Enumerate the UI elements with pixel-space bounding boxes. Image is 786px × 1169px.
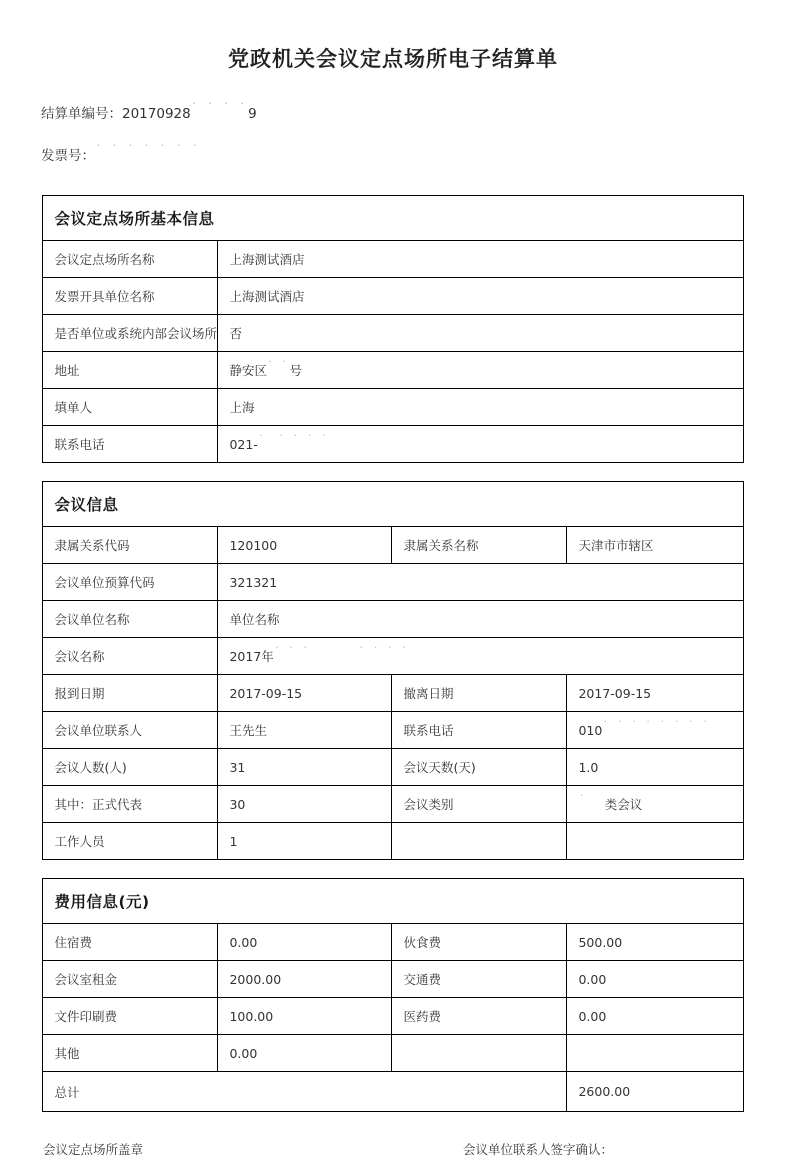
- meeting-name-value: [218, 638, 743, 675]
- filler-label: 填单人: [43, 389, 218, 426]
- meeting-category-redacted-mask: ˙: [578, 792, 587, 808]
- meeting-unit-name-label: 会议单位名称: [43, 601, 218, 638]
- meal-fee-label: 伙食费: [392, 924, 567, 961]
- table-row: [43, 352, 743, 389]
- meeting-info-table-wrap: [0, 481, 786, 860]
- meeting-section-title: 会议信息: [43, 482, 743, 527]
- table-row: [43, 638, 743, 675]
- meeting-days-label: 会议天数(天): [392, 749, 567, 786]
- staff-count-label: 工作人员: [43, 823, 218, 860]
- table-row: [43, 278, 743, 315]
- lodging-fee-label: 住宿费: [43, 924, 218, 961]
- table-row: [43, 426, 743, 463]
- table-row: [43, 961, 743, 998]
- meeting-contact-label: 会议单位联系人: [43, 712, 218, 749]
- affiliation-code-label: 隶属关系代码: [43, 527, 218, 564]
- table-row: [43, 675, 743, 712]
- medical-fee-label: 医药费: [392, 998, 567, 1035]
- meeting-contact-phone-label: 联系电话: [392, 712, 567, 749]
- fee-total-row: [43, 1072, 743, 1112]
- venue-phone-value: [218, 426, 743, 463]
- venue-name-value: 上海测试酒店: [218, 241, 743, 278]
- invoice-issuer-label: 发票开具单位名称: [43, 278, 218, 315]
- other-fee-value: 0.00: [218, 1035, 392, 1072]
- meeting-days-value: 1.0: [567, 749, 743, 786]
- affiliation-name-label: 隶属关系名称: [392, 527, 567, 564]
- venue-section-header-row: [43, 196, 743, 241]
- other-fee-label: 其他: [43, 1035, 218, 1072]
- affiliation-name-value: 天津市市辖区: [567, 527, 743, 564]
- meal-fee-value: 500.00: [567, 924, 743, 961]
- fee-info-table-wrap: [0, 878, 786, 1112]
- arrival-date-value: 2017-09-15: [218, 675, 392, 712]
- table-row: [43, 749, 743, 786]
- room-rent-fee-label: 会议室租金: [43, 961, 218, 998]
- departure-date-label: 撤离日期: [392, 675, 567, 712]
- affiliation-code-value: 120100: [218, 527, 392, 564]
- printing-fee-value: 100.00: [218, 998, 392, 1035]
- meeting-empty-cell-a: [392, 823, 567, 860]
- settlement-number-label: 结算单编号：: [41, 106, 122, 123]
- table-row: [43, 823, 743, 860]
- invoice-number-label: 发票号：: [41, 147, 95, 164]
- internal-venue-label: 是否单位或系统内部会议场所: [43, 315, 218, 352]
- fee-empty-cell-a: [392, 1035, 567, 1072]
- room-rent-fee-value: 2000.00: [218, 961, 392, 998]
- table-row: [43, 601, 743, 638]
- contact-signature-label: 会议单位联系人签字确认：: [463, 1142, 614, 1158]
- address-suffix: 号: [289, 363, 302, 379]
- meeting-name-text: 2017年: [229, 649, 274, 665]
- attendee-count-label: 会议人数(人): [43, 749, 218, 786]
- printing-fee-label: 文件印刷费: [43, 998, 218, 1035]
- settlement-number-tail: 9: [248, 106, 257, 123]
- table-row: [43, 564, 743, 601]
- arrival-date-label: 报到日期: [43, 675, 218, 712]
- total-label: 总计: [43, 1072, 567, 1112]
- table-row: [43, 315, 743, 352]
- meeting-empty-cell-b: [567, 823, 743, 860]
- meeting-name-label: 会议名称: [43, 638, 218, 675]
- meeting-category-text: 类会议: [604, 797, 643, 813]
- page-title: 党政机关会议定点场所电子结算单: [228, 47, 558, 71]
- invoice-number-line: [41, 142, 786, 164]
- meeting-category-value: [567, 786, 743, 823]
- fee-section-title: 费用信息(元): [43, 879, 743, 924]
- invoice-issuer-value: 上海测试酒店: [218, 278, 743, 315]
- table-row: [43, 924, 743, 961]
- document-meta-block: [0, 72, 786, 163]
- venue-name-label: 会议定点场所名称: [43, 241, 218, 278]
- table-row: [43, 786, 743, 823]
- attendee-count-value: 31: [218, 749, 392, 786]
- table-row: [43, 241, 743, 278]
- internal-venue-value: 否: [218, 315, 743, 352]
- address-text: 静安区: [229, 363, 267, 379]
- formal-delegates-value: 30: [218, 786, 392, 823]
- meeting-info-table: [42, 481, 743, 860]
- fee-empty-cell-b: [567, 1035, 743, 1072]
- venue-phone-redacted-mask: ˙ ˙ ˙ ˙ ˙: [257, 431, 329, 447]
- venue-info-table: [42, 195, 743, 463]
- departure-date-value: 2017-09-15: [567, 675, 743, 712]
- meeting-contact-phone-redacted-mask: ˙ ˙ ˙ ˙ ˙ ˙ ˙ ˙: [602, 717, 711, 733]
- formal-delegates-label: 其中：正式代表: [43, 786, 218, 823]
- settlement-number-value: 20170928: [122, 106, 191, 123]
- budget-code-value: 321321: [218, 564, 743, 601]
- table-row: [43, 527, 743, 564]
- settlement-number-line: [41, 101, 786, 123]
- medical-fee-value: 0.00: [567, 998, 743, 1035]
- lodging-fee-value: 0.00: [218, 924, 392, 961]
- table-row: [43, 389, 743, 426]
- address-redacted-mask: ˙ ˙: [267, 358, 290, 374]
- meeting-name-redacted-mask: ˙ ˙ ˙ ˙ ˙ ˙ ˙: [273, 644, 410, 660]
- settlement-number-redacted-mask: ˙ ˙ ˙ ˙: [190, 101, 249, 118]
- venue-phone-label: 联系电话: [43, 426, 218, 463]
- meeting-unit-name-value: 单位名称: [218, 601, 743, 638]
- table-row: [43, 1035, 743, 1072]
- fee-info-table: [42, 878, 743, 1112]
- venue-info-table-wrap: [0, 195, 786, 463]
- transport-fee-label: 交通费: [392, 961, 567, 998]
- total-value: 2600.00: [567, 1072, 743, 1112]
- transport-fee-value: 0.00: [567, 961, 743, 998]
- filler-value: 上海: [218, 389, 743, 426]
- address-label: 地址: [43, 352, 218, 389]
- meeting-contact-phone-value: [567, 712, 743, 749]
- venue-stamp-label: 会议定点场所盖章: [43, 1142, 144, 1158]
- fee-section-header-row: [43, 879, 743, 924]
- staff-count-value: 1: [218, 823, 392, 860]
- table-row: [43, 712, 743, 749]
- venue-section-title: 会议定点场所基本信息: [43, 196, 743, 241]
- address-value: [218, 352, 743, 389]
- document-footer: [43, 1112, 743, 1158]
- meeting-section-header-row: [43, 482, 743, 527]
- meeting-contact-phone-text: 010: [578, 722, 603, 738]
- meeting-contact-value: 王先生: [218, 712, 392, 749]
- invoice-number-redacted-mask: ˙ ˙ ˙ ˙ ˙ ˙ ˙: [95, 142, 201, 159]
- budget-code-label: 会议单位预算代码: [43, 564, 218, 601]
- venue-phone-text: 021-: [229, 436, 258, 452]
- meeting-category-label: 会议类别: [392, 786, 567, 823]
- table-row: [43, 998, 743, 1035]
